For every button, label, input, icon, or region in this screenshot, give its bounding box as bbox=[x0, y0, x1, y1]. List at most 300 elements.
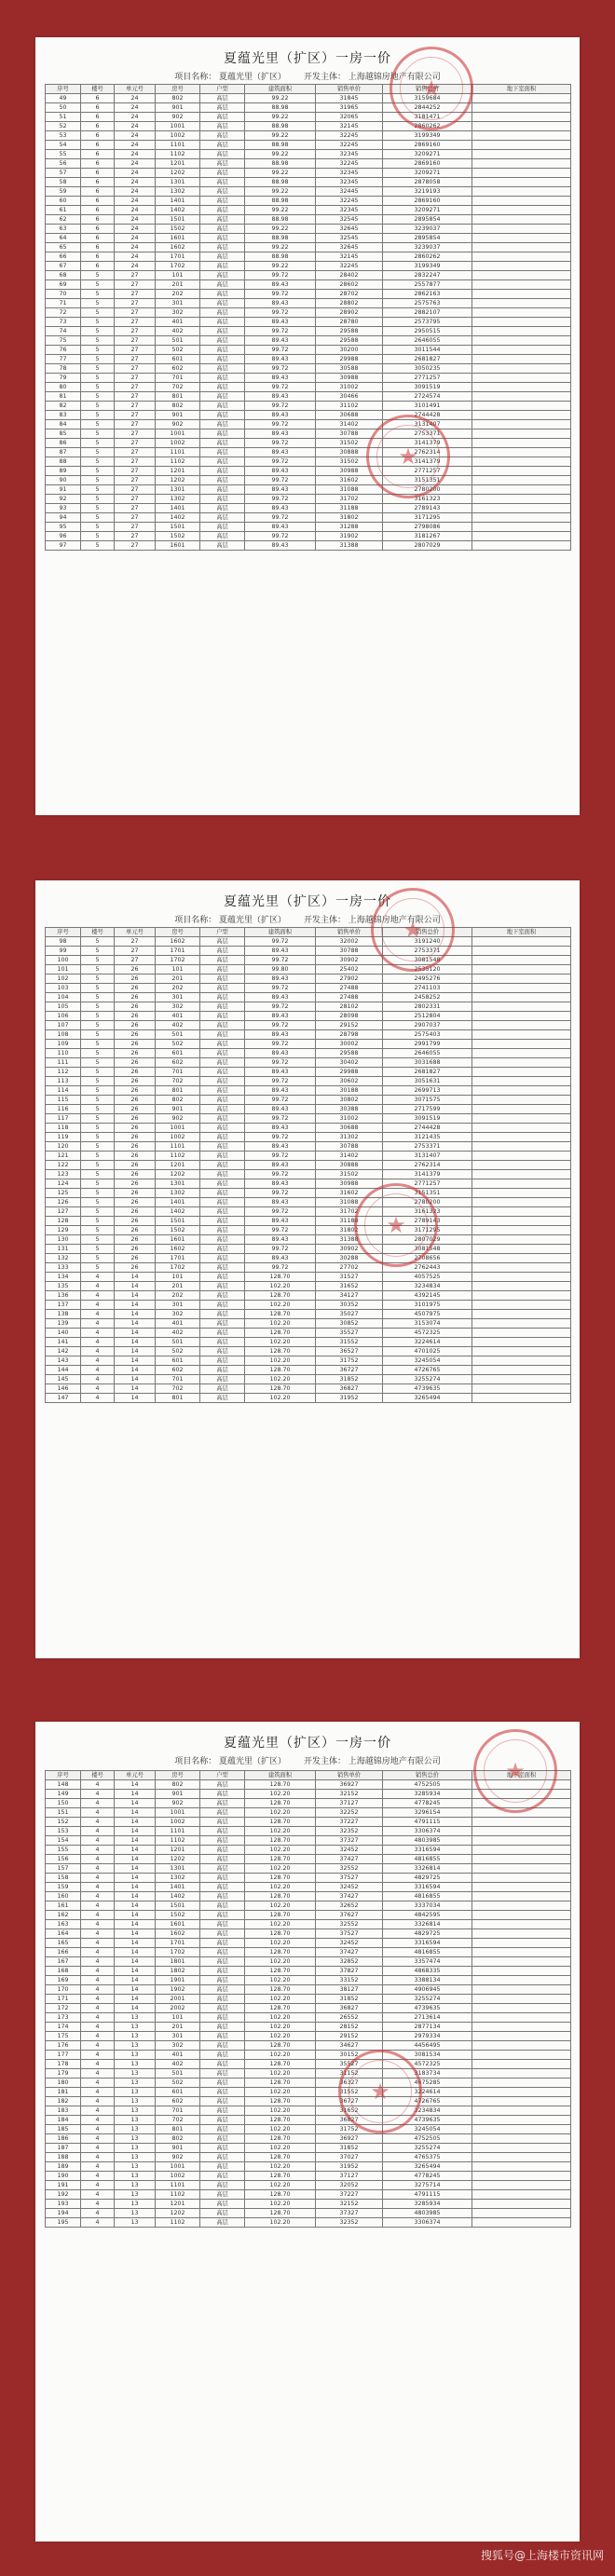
table-row bbox=[46, 2079, 571, 2088]
table-cell: 122 bbox=[46, 1161, 81, 1170]
page-title: 夏蕴光里（扩区）一房一价 bbox=[224, 51, 391, 66]
column-header: 楼号 bbox=[81, 928, 115, 937]
table-cell: 26 bbox=[115, 1245, 156, 1254]
table-cell: 24 bbox=[115, 122, 156, 131]
table-cell: 3239037 bbox=[383, 225, 472, 234]
table-row bbox=[46, 150, 571, 159]
table-cell bbox=[472, 2023, 571, 2032]
table-cell bbox=[472, 523, 571, 532]
table-row bbox=[46, 1310, 571, 1319]
table-cell: 5 bbox=[81, 1207, 115, 1217]
table-cell: 高层 bbox=[200, 1226, 245, 1235]
table-cell: 4778245 bbox=[383, 2172, 472, 2181]
column-header: 建筑面积 bbox=[245, 928, 316, 937]
table-cell bbox=[472, 1049, 571, 1058]
table-cell bbox=[472, 1818, 571, 1827]
table-cell: 37627 bbox=[316, 1911, 383, 1920]
table-cell bbox=[472, 2134, 571, 2144]
table-cell: 高层 bbox=[200, 1161, 245, 1170]
table-cell: 4 bbox=[81, 1356, 115, 1366]
table-cell: 98 bbox=[46, 937, 81, 947]
table-row bbox=[46, 392, 571, 402]
table-cell: 4752505 bbox=[383, 1780, 472, 1790]
table-cell: 3159684 bbox=[383, 94, 472, 103]
table-row bbox=[46, 1319, 571, 1329]
table-cell: 183 bbox=[46, 2106, 81, 2116]
table-cell: 27 bbox=[115, 290, 156, 299]
table-cell: 3081548 bbox=[383, 956, 472, 965]
table-cell: 高层 bbox=[200, 1790, 245, 1799]
table-cell: 5 bbox=[81, 1021, 115, 1030]
table-cell: 高层 bbox=[200, 252, 245, 262]
table-cell: 3357474 bbox=[383, 1957, 472, 1967]
table-cell: 31388 bbox=[316, 541, 383, 551]
table-cell: 26 bbox=[115, 1170, 156, 1179]
table-cell: 76 bbox=[46, 346, 81, 355]
table-cell: 29588 bbox=[316, 327, 383, 336]
table-cell: 99.22 bbox=[245, 262, 316, 271]
table-cell: 93 bbox=[46, 504, 81, 513]
table-row bbox=[46, 271, 571, 280]
table-cell: 1201 bbox=[156, 1161, 200, 1170]
table-cell: 5 bbox=[81, 1058, 115, 1068]
table-cell: 4 bbox=[81, 1901, 115, 1911]
table-cell: 95 bbox=[46, 523, 81, 532]
table-cell: 901 bbox=[156, 2144, 200, 2153]
table-cell: 4752505 bbox=[383, 2134, 472, 2144]
table-cell: 5 bbox=[81, 1133, 115, 1142]
table-cell: 27 bbox=[115, 485, 156, 495]
table-cell: 37127 bbox=[316, 2172, 383, 2181]
table-cell: 高层 bbox=[200, 984, 245, 993]
table-cell: 3306374 bbox=[383, 1827, 472, 1836]
table-cell: 高层 bbox=[200, 103, 245, 113]
table-cell bbox=[472, 383, 571, 392]
table-cell: 89.43 bbox=[245, 299, 316, 308]
table-cell: 3265494 bbox=[383, 2162, 472, 2172]
table-cell bbox=[472, 1985, 571, 1995]
table-cell: 3296154 bbox=[383, 1808, 472, 1818]
table-cell: 32245 bbox=[316, 197, 383, 206]
table-cell bbox=[472, 1291, 571, 1301]
table-cell: 99.72 bbox=[245, 1245, 316, 1254]
table-cell: 2762314 bbox=[383, 448, 472, 457]
table-row bbox=[46, 1846, 571, 1855]
table-cell: 14 bbox=[115, 1273, 156, 1282]
table-cell: 128.70 bbox=[245, 2172, 316, 2181]
table-row bbox=[46, 1301, 571, 1310]
table-cell: 89.43 bbox=[245, 485, 316, 495]
table-cell: 27 bbox=[115, 271, 156, 280]
table-cell: 162 bbox=[46, 1911, 81, 1920]
table-cell: 163 bbox=[46, 1920, 81, 1929]
table-row bbox=[46, 1827, 571, 1836]
table-cell: 89.43 bbox=[245, 1217, 316, 1226]
table-cell: 202 bbox=[156, 984, 200, 993]
table-cell: 99.72 bbox=[245, 420, 316, 429]
table-row bbox=[46, 1394, 571, 1403]
table-row bbox=[46, 1808, 571, 1818]
table-cell: 4829725 bbox=[383, 1874, 472, 1883]
table-cell bbox=[472, 1189, 571, 1198]
table-cell: 169 bbox=[46, 1976, 81, 1985]
table-cell: 99.22 bbox=[245, 150, 316, 159]
table-cell: 6 bbox=[81, 225, 115, 234]
table-cell: 27 bbox=[115, 476, 156, 485]
table-cell: 2002 bbox=[156, 2004, 200, 2013]
table-cell: 802 bbox=[156, 402, 200, 411]
table-cell: 13 bbox=[115, 2013, 156, 2023]
table-cell: 高层 bbox=[200, 1976, 245, 1985]
table-cell: 高层 bbox=[200, 1864, 245, 1874]
table-cell: 302 bbox=[156, 1002, 200, 1012]
table-cell: 2844252 bbox=[383, 103, 472, 113]
table-cell: 27 bbox=[115, 947, 156, 956]
table-cell bbox=[472, 2013, 571, 2023]
table-cell: 89.43 bbox=[245, 975, 316, 984]
table-cell: 32152 bbox=[316, 1790, 383, 1799]
table-cell: 高层 bbox=[200, 271, 245, 280]
table-cell bbox=[472, 1967, 571, 1976]
table-cell: 89.43 bbox=[245, 504, 316, 513]
table-cell: 4 bbox=[81, 1855, 115, 1864]
table-row bbox=[46, 429, 571, 439]
table-cell bbox=[472, 131, 571, 141]
table-cell: 52 bbox=[46, 122, 81, 131]
table-cell bbox=[472, 2032, 571, 2041]
table-cell: 32645 bbox=[316, 225, 383, 234]
table-cell: 117 bbox=[46, 1114, 81, 1124]
price-table bbox=[45, 84, 571, 551]
table-cell: 1301 bbox=[156, 485, 200, 495]
table-cell: 24 bbox=[115, 178, 156, 187]
table-cell: 501 bbox=[156, 336, 200, 346]
table-cell: 128.70 bbox=[245, 1273, 316, 1282]
table-cell: 3224614 bbox=[383, 2088, 472, 2097]
table-cell bbox=[472, 280, 571, 290]
table-cell: 4057525 bbox=[383, 1273, 472, 1282]
table-cell: 5 bbox=[81, 1030, 115, 1040]
table-cell: 89.43 bbox=[245, 1161, 316, 1170]
price-sheet-page-2 bbox=[35, 880, 580, 1658]
table-cell: 高层 bbox=[200, 1124, 245, 1133]
table-cell: 13 bbox=[115, 2106, 156, 2116]
table-cell: 36827 bbox=[316, 2116, 383, 2125]
table-cell: 4 bbox=[81, 1892, 115, 1901]
table-cell bbox=[472, 2088, 571, 2097]
table-cell: 1201 bbox=[156, 1846, 200, 1855]
table-cell: 89.43 bbox=[245, 541, 316, 551]
table-row bbox=[46, 439, 571, 448]
table-cell: 32445 bbox=[316, 187, 383, 197]
table-cell: 高层 bbox=[200, 1985, 245, 1995]
table-cell bbox=[472, 392, 571, 402]
table-cell: 25402 bbox=[316, 965, 383, 975]
table-row bbox=[46, 1207, 571, 1217]
table-cell: 2458252 bbox=[383, 993, 472, 1002]
table-cell: 26 bbox=[115, 993, 156, 1002]
table-cell bbox=[472, 1021, 571, 1030]
table-cell bbox=[472, 1058, 571, 1068]
table-cell: 111 bbox=[46, 1058, 81, 1068]
table-cell: 88.98 bbox=[245, 103, 316, 113]
table-cell: 1101 bbox=[156, 141, 200, 150]
table-cell bbox=[472, 1040, 571, 1049]
table-cell: 4 bbox=[81, 1920, 115, 1929]
table-cell bbox=[472, 504, 571, 513]
table-row bbox=[46, 495, 571, 504]
table-cell: 4507975 bbox=[383, 1310, 472, 1319]
table-cell: 1701 bbox=[156, 1254, 200, 1263]
table-cell: 高层 bbox=[200, 476, 245, 485]
table-cell bbox=[472, 2060, 571, 2069]
table-row bbox=[46, 2051, 571, 2060]
table-cell: 31088 bbox=[316, 1198, 383, 1207]
table-cell: 901 bbox=[156, 1790, 200, 1799]
table-cell: 89.43 bbox=[245, 1235, 316, 1245]
table-cell: 160 bbox=[46, 1892, 81, 1901]
project-name: 项目名称： 夏蕴光里（扩区） bbox=[174, 1757, 287, 1766]
table-cell: 5 bbox=[81, 467, 115, 476]
table-cell: 99.72 bbox=[245, 1077, 316, 1086]
table-cell: 6 bbox=[81, 197, 115, 206]
table-cell: 高层 bbox=[200, 2190, 245, 2200]
table-cell: 31402 bbox=[316, 1152, 383, 1161]
table-cell: 5 bbox=[81, 1152, 115, 1161]
table-cell: 5 bbox=[81, 1049, 115, 1058]
table-cell: 101 bbox=[156, 2013, 200, 2023]
table-cell: 99.72 bbox=[245, 513, 316, 523]
table-cell: 88.98 bbox=[245, 178, 316, 187]
table-cell: 201 bbox=[156, 2023, 200, 2032]
table-cell bbox=[472, 1161, 571, 1170]
table-cell: 24 bbox=[115, 206, 156, 215]
table-cell: 4 bbox=[81, 1808, 115, 1818]
table-cell: 30988 bbox=[316, 374, 383, 383]
table-cell: 31188 bbox=[316, 1217, 383, 1226]
table-cell: 1501 bbox=[156, 1901, 200, 1911]
table-cell: 102 bbox=[46, 975, 81, 984]
table-cell: 149 bbox=[46, 1790, 81, 1799]
table-cell: 3209271 bbox=[383, 150, 472, 159]
table-cell bbox=[472, 1939, 571, 1948]
table-cell: 6 bbox=[81, 159, 115, 169]
table-cell: 30988 bbox=[316, 1179, 383, 1189]
table-cell: 13 bbox=[115, 2190, 156, 2200]
table-cell: 4 bbox=[81, 2069, 115, 2079]
table-cell: 128.70 bbox=[245, 1855, 316, 1864]
table-cell: 4829725 bbox=[383, 1929, 472, 1939]
table-cell: 137 bbox=[46, 1301, 81, 1310]
table-cell: 5 bbox=[81, 355, 115, 364]
table-cell: 1401 bbox=[156, 1883, 200, 1892]
table-cell: 187 bbox=[46, 2144, 81, 2153]
table-cell: 1602 bbox=[156, 1929, 200, 1939]
table-cell: 99.72 bbox=[245, 1226, 316, 1235]
table-cell: 高层 bbox=[200, 956, 245, 965]
table-cell: 6 bbox=[81, 187, 115, 197]
table-cell: 高层 bbox=[200, 262, 245, 271]
price-table bbox=[45, 927, 571, 1403]
table-cell: 32002 bbox=[316, 937, 383, 947]
table-cell: 88.98 bbox=[245, 215, 316, 225]
table-cell: 5 bbox=[81, 1198, 115, 1207]
table-cell: 156 bbox=[46, 1855, 81, 1864]
table-cell: 27 bbox=[115, 504, 156, 513]
table-cell: 6 bbox=[81, 103, 115, 113]
table-cell: 3209271 bbox=[383, 169, 472, 178]
table-cell: 31602 bbox=[316, 476, 383, 485]
table-cell: 4 bbox=[81, 1874, 115, 1883]
table-cell: 31952 bbox=[316, 2162, 383, 2172]
table-cell bbox=[472, 1957, 571, 1967]
table-cell: 99.72 bbox=[245, 476, 316, 485]
table-cell: 2708656 bbox=[383, 1254, 472, 1263]
table-cell: 166 bbox=[46, 1948, 81, 1957]
table-cell: 5 bbox=[81, 956, 115, 965]
table-cell: 高层 bbox=[200, 318, 245, 327]
table-cell: 14 bbox=[115, 1911, 156, 1920]
table-cell: 77 bbox=[46, 355, 81, 364]
table-cell bbox=[472, 1086, 571, 1096]
table-cell: 24 bbox=[115, 169, 156, 178]
table-cell: 13 bbox=[115, 2218, 156, 2228]
table-cell bbox=[472, 2116, 571, 2125]
table-cell: 31088 bbox=[316, 485, 383, 495]
page-title: 夏蕴光里（扩区）一房一价 bbox=[224, 1736, 391, 1751]
table-cell: 30200 bbox=[316, 346, 383, 355]
table-cell: 132 bbox=[46, 1254, 81, 1263]
table-cell: 5 bbox=[81, 280, 115, 290]
table-cell: 13 bbox=[115, 2088, 156, 2097]
table-cell: 158 bbox=[46, 1874, 81, 1883]
table-cell: 602 bbox=[156, 1366, 200, 1375]
table-cell: 1202 bbox=[156, 169, 200, 178]
table-cell: 高层 bbox=[200, 1179, 245, 1189]
table-cell: 3337034 bbox=[383, 1901, 472, 1911]
table-cell: 高层 bbox=[200, 1901, 245, 1911]
table-cell: 1501 bbox=[156, 215, 200, 225]
table-row bbox=[46, 1068, 571, 1077]
table-cell: 26 bbox=[115, 1198, 156, 1207]
table-cell: 128.70 bbox=[245, 2004, 316, 2013]
table-cell: 32452 bbox=[316, 1883, 383, 1892]
table-cell: 101 bbox=[156, 271, 200, 280]
table-cell: 高层 bbox=[200, 1827, 245, 1836]
table-cell: 高层 bbox=[200, 2041, 245, 2051]
table-cell: 123 bbox=[46, 1170, 81, 1179]
table-cell: 14 bbox=[115, 1808, 156, 1818]
table-cell bbox=[472, 485, 571, 495]
table-cell: 89.43 bbox=[245, 523, 316, 532]
table-cell: 2713614 bbox=[383, 2013, 472, 2023]
table-cell: 88.98 bbox=[245, 141, 316, 150]
watermark-text: 搜狐号@上海楼市资讯网 bbox=[480, 2549, 604, 2562]
table-cell: 128.70 bbox=[245, 1911, 316, 1920]
table-cell: 32345 bbox=[316, 150, 383, 159]
table-cell bbox=[472, 336, 571, 346]
table-row bbox=[46, 2153, 571, 2162]
table-cell bbox=[472, 1892, 571, 1901]
table-cell: 13 bbox=[115, 2209, 156, 2218]
table-cell: 32552 bbox=[316, 1864, 383, 1874]
table-row bbox=[46, 504, 571, 513]
table-cell: 178 bbox=[46, 2060, 81, 2069]
table-cell bbox=[472, 1207, 571, 1217]
table-cell: 502 bbox=[156, 1040, 200, 1049]
table-cell: 高层 bbox=[200, 2181, 245, 2190]
table-cell: 88.98 bbox=[245, 197, 316, 206]
column-header: 建筑面积 bbox=[245, 85, 316, 94]
table-cell: 3255274 bbox=[383, 1375, 472, 1384]
table-cell bbox=[472, 178, 571, 187]
table-row bbox=[46, 364, 571, 374]
table-cell: 113 bbox=[46, 1077, 81, 1086]
table-cell: 1202 bbox=[156, 2209, 200, 2218]
table-cell: 146 bbox=[46, 1384, 81, 1394]
table-cell: 高层 bbox=[200, 2004, 245, 2013]
table-cell: 157 bbox=[46, 1864, 81, 1874]
table-cell: 66 bbox=[46, 252, 81, 262]
table-cell: 4 bbox=[81, 1911, 115, 1920]
table-cell: 131 bbox=[46, 1245, 81, 1254]
table-cell: 1202 bbox=[156, 476, 200, 485]
table-cell: 高层 bbox=[200, 937, 245, 947]
table-cell: 高层 bbox=[200, 2144, 245, 2153]
table-cell: 1201 bbox=[156, 2200, 200, 2209]
table-cell: 2753371 bbox=[383, 1142, 472, 1152]
table-cell: 31552 bbox=[316, 2088, 383, 2097]
column-header: 序号 bbox=[46, 85, 81, 94]
table-cell: 6 bbox=[81, 215, 115, 225]
table-cell: 104 bbox=[46, 993, 81, 1002]
table-cell: 2001 bbox=[156, 1995, 200, 2004]
table-cell: 2717599 bbox=[383, 1105, 472, 1114]
table-cell: 2807029 bbox=[383, 1235, 472, 1245]
table-cell: 27 bbox=[115, 308, 156, 318]
table-cell: 14 bbox=[115, 1864, 156, 1874]
table-cell: 2869160 bbox=[383, 141, 472, 150]
table-cell: 27488 bbox=[316, 984, 383, 993]
table-cell: 31602 bbox=[316, 1189, 383, 1198]
table-cell: 14 bbox=[115, 1920, 156, 1929]
table-cell: 4 bbox=[81, 2218, 115, 2228]
table-cell: 高层 bbox=[200, 2051, 245, 2060]
table-cell: 高层 bbox=[200, 541, 245, 551]
table-cell: 27 bbox=[115, 318, 156, 327]
table-row bbox=[46, 411, 571, 420]
table-row bbox=[46, 2013, 571, 2023]
table-cell: 5 bbox=[81, 1161, 115, 1170]
table-cell: 14 bbox=[115, 1301, 156, 1310]
table-cell: 1302 bbox=[156, 1189, 200, 1198]
table-cell: 401 bbox=[156, 1012, 200, 1021]
table-cell: 27488 bbox=[316, 993, 383, 1002]
table-cell: 5 bbox=[81, 1040, 115, 1049]
table-cell: 1302 bbox=[156, 1874, 200, 1883]
table-cell: 5 bbox=[81, 937, 115, 947]
table-row bbox=[46, 1189, 571, 1198]
table-cell: 4 bbox=[81, 1366, 115, 1375]
table-cell: 13 bbox=[115, 2023, 156, 2032]
table-cell: 5 bbox=[81, 392, 115, 402]
table-cell: 1002 bbox=[156, 2172, 200, 2181]
column-header: 序号 bbox=[46, 1771, 81, 1780]
table-cell: 14 bbox=[115, 1384, 156, 1394]
developer-name: 开发主体： 上海越锦房地产有限公司 bbox=[303, 73, 441, 82]
table-cell: 24 bbox=[115, 234, 156, 243]
table-cell: 高层 bbox=[200, 290, 245, 299]
